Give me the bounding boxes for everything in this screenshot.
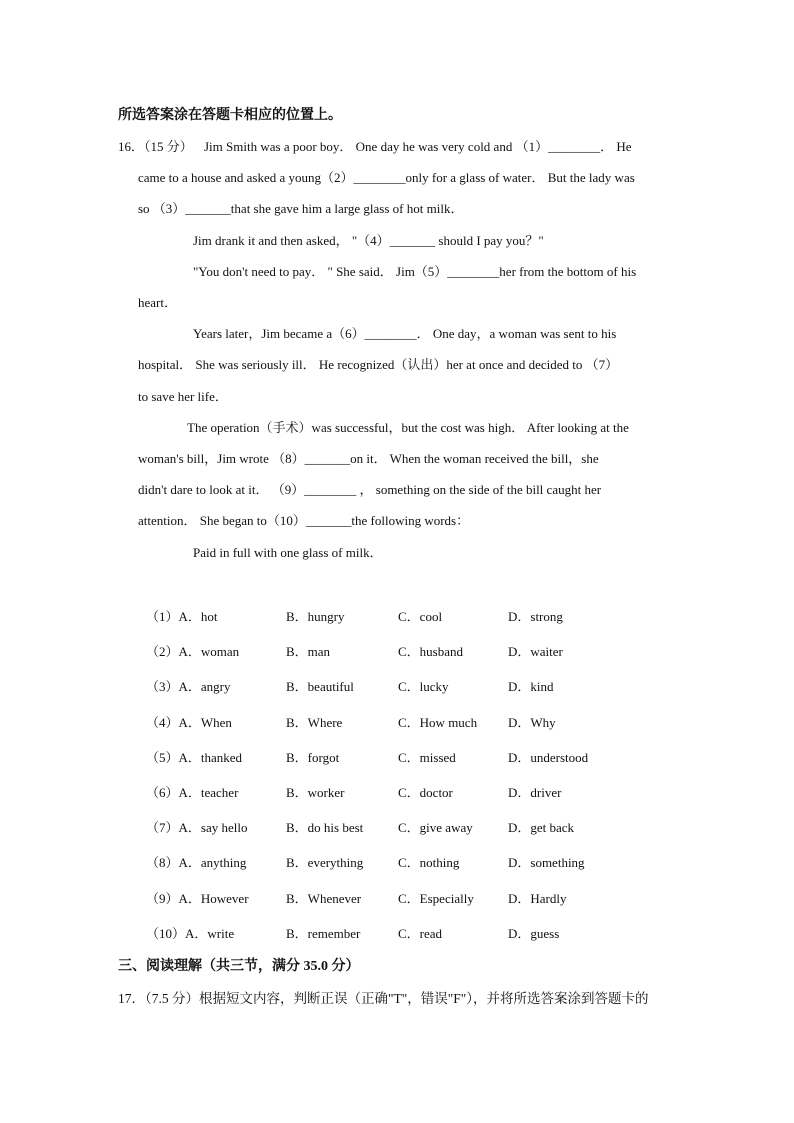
passage-line: heart． <box>138 295 177 310</box>
option-a[interactable]: （2）A．woman <box>146 644 240 659</box>
section-3-heading: 三、阅读理解（共三节，满分 35.0 分） <box>118 959 360 974</box>
option-b[interactable]: B．forgot <box>286 750 340 765</box>
passage-line: didn't dare to look at it． （9）________ ， something on the side of the bill caught her <box>138 482 602 497</box>
question-17-intro: 17．（7.5 分）根据短文内容，判断正误（正确"T"，错误"F"），并将所选答案涂到答题卡的 <box>118 991 649 1006</box>
option-a[interactable]: （1）A．hot <box>146 609 218 624</box>
option-a[interactable]: （5）A．thanked <box>146 750 243 765</box>
option-d[interactable]: D．driver <box>508 785 562 800</box>
option-c[interactable]: C．missed <box>398 750 456 765</box>
option-d[interactable]: D．get back <box>508 820 575 835</box>
option-a[interactable]: （10）A．write <box>146 926 235 941</box>
passage-line: attention． She began to（10）_______the following words： <box>138 513 470 528</box>
option-d[interactable]: D．strong <box>508 609 563 624</box>
option-d[interactable]: D．guess <box>508 926 560 941</box>
passage-line: Jim drank it and then asked， "（4）_______ should I pay you？" <box>193 233 544 248</box>
passage-line: hospital． She was seriously ill． He recognized（认出）her at once and decided to （7） <box>138 357 619 372</box>
option-d[interactable]: D．something <box>508 855 585 870</box>
option-c[interactable]: C．husband <box>398 644 464 659</box>
option-c[interactable]: C．read <box>398 926 443 941</box>
passage-line: Years later，Jim became a（6）________． One day，a woman was sent to his <box>193 326 617 341</box>
question-16-number: 16．（15 分） <box>118 139 193 154</box>
option-a[interactable]: （7）A．say hello <box>146 820 248 835</box>
option-b[interactable]: B．do his best <box>286 820 364 835</box>
option-c[interactable]: C．cool <box>398 609 443 624</box>
passage-line: came to a house and asked a young（2）________only for a glass of water． But the lady was <box>138 170 635 185</box>
passage-line: The operation（手术）was successful，but the cost was high． After looking at the <box>187 420 629 435</box>
option-d[interactable]: D．waiter <box>508 644 563 659</box>
option-a[interactable]: （3）A．angry <box>146 679 231 694</box>
passage-line: so （3）_______that she gave him a large glass of hot milk． <box>138 201 464 216</box>
option-c[interactable]: C．Especially <box>398 891 474 906</box>
passage-line: "You don't need to pay． " She said． Jim（5）________her from the bottom of his <box>193 264 637 279</box>
option-d[interactable]: D．understood <box>508 750 589 765</box>
option-b[interactable]: B．everything <box>286 855 364 870</box>
option-a[interactable]: （6）A．teacher <box>146 785 239 800</box>
passage-line: woman's bill，Jim wrote （8）_______on it． When the woman received the bill，she <box>138 451 599 466</box>
option-d[interactable]: D．Why <box>508 715 556 730</box>
option-c[interactable]: C．How much <box>398 715 478 730</box>
option-d[interactable]: D．Hardly <box>508 891 567 906</box>
option-d[interactable]: D．kind <box>508 679 554 694</box>
passage-line: Paid in full with one glass of milk． <box>193 545 383 560</box>
option-c[interactable]: C．give away <box>398 820 473 835</box>
option-c[interactable]: C．doctor <box>398 785 453 800</box>
passage-line: Jim Smith was a poor boy． One day he was very cold and （1）________． He <box>204 139 632 154</box>
option-c[interactable]: C．lucky <box>398 679 449 694</box>
option-a[interactable]: （9）A．However <box>146 891 249 906</box>
option-b[interactable]: B．remember <box>286 926 361 941</box>
option-a[interactable]: （4）A．When <box>146 715 232 730</box>
option-b[interactable]: B．man <box>286 644 331 659</box>
option-b[interactable]: B．worker <box>286 785 345 800</box>
option-b[interactable]: B．beautiful <box>286 679 354 694</box>
option-b[interactable]: B．Where <box>286 715 343 730</box>
section-intro: 所选答案涂在答题卡相应的位置上。 <box>118 108 342 123</box>
option-a[interactable]: （8）A．anything <box>146 855 247 870</box>
option-b[interactable]: B．Whenever <box>286 891 362 906</box>
option-c[interactable]: C．nothing <box>398 855 460 870</box>
option-b[interactable]: B．hungry <box>286 609 345 624</box>
passage-line: to save her life． <box>138 389 228 404</box>
